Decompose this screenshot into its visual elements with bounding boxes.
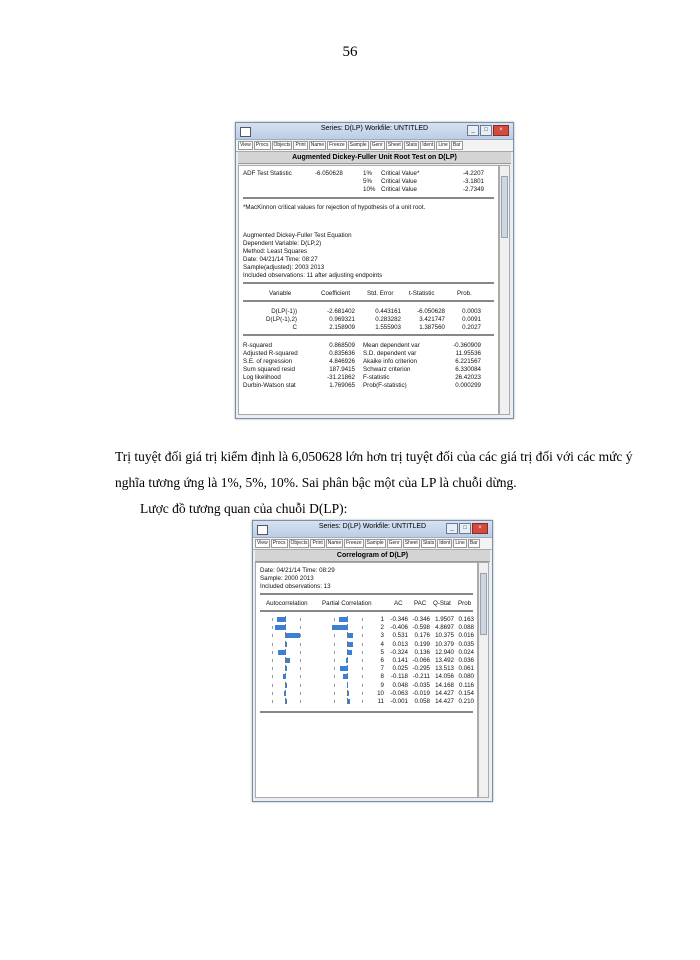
coef-value: 0.969321 [329,316,355,323]
ac-bound-right [300,700,301,703]
pac-bound-right [362,651,363,654]
lag-value: 1 [380,616,384,623]
pac-bound-left [334,643,335,646]
coef-value: 0.443161 [375,308,401,315]
lag-value: 10 [377,689,384,697]
coef-value: 1.555903 [375,324,401,331]
stat-value: 6.330084 [455,366,481,373]
qstat-value: 10.379 [435,640,454,648]
pac-bound-left [334,675,335,678]
maximize-icon[interactable]: □ [480,125,492,136]
correlogram-output [255,562,478,798]
ac-value: 0.013 [392,640,408,648]
title-bar[interactable] [253,521,492,538]
ac-bound-right [300,634,301,637]
pac-bound-right [362,659,363,662]
ac-bound-right [300,659,301,662]
toolbar-button-line[interactable]: Line [438,142,448,148]
ac-value: 0.141 [392,657,408,664]
output-header: Augmented Dickey-Fuller Unit Root Test on D(LP) [238,152,511,164]
toolbar-button-view[interactable]: View [240,142,251,148]
divider [243,334,494,336]
maximize-icon[interactable]: □ [459,523,471,534]
lag-value: 4 [380,640,384,648]
qstat-value: 10.375 [435,632,454,640]
ac-bar [286,666,287,671]
ac-value: 0.531 [392,632,408,640]
corr-info-line: Sample: 2000 2013 [260,575,314,582]
pac-bound-left [334,684,335,687]
qstat-value: 13.513 [435,665,454,673]
ac-bound-left [272,692,273,695]
lag-value: 9 [380,681,384,689]
ac-bar [286,683,287,688]
eq-info-line: Sample(adjusted): 2003 2013 [243,264,325,271]
ac-bound-left [272,626,273,629]
scrollbar-thumb[interactable] [501,176,508,238]
adf-output [238,165,499,415]
ac-bound-left [272,634,273,637]
ac-bar [286,642,287,647]
prob-value: 0.061 [458,665,474,673]
ac-bar [277,617,286,622]
pac-bound-right [362,618,363,621]
vertical-scrollbar[interactable] [499,165,510,415]
crit-level: 5% [363,178,372,185]
prob-value: 0.116 [458,681,474,689]
qstat-value: 13.492 [435,657,454,664]
pac-value: 0.176 [414,632,430,640]
ac-bound-left [272,643,273,646]
ac-bar [286,658,290,663]
toolbar-button-print[interactable]: Print [295,142,306,148]
ac-bound-right [300,675,301,678]
ac-bar [286,633,300,638]
pac-bound-right [362,684,363,687]
lag-value: 6 [380,657,384,664]
ac-value: 0.048 [392,681,408,689]
ac-bar [284,691,286,696]
pac-bound-left [334,634,335,637]
stat-value: 0.000299 [455,382,481,389]
ac-bar [278,650,286,655]
pac-bound-right [362,692,363,695]
pac-bar [348,642,353,647]
pac-value: -0.035 [412,681,430,689]
coef-value: 0.0091 [462,316,481,323]
ac-value: -0.001 [390,698,408,705]
ac-bound-right [300,618,301,621]
divider [260,711,473,713]
toolbar-button-procs[interactable]: Procs [272,540,286,546]
scrollbar-thumb[interactable] [480,573,487,635]
pac-bar [346,658,348,663]
pac-value: -0.066 [412,657,430,664]
crit-value: -4.2207 [463,170,484,177]
ac-bound-right [300,692,301,695]
toolbar-button-genr[interactable]: Genr [388,540,400,546]
stat-value: -0.360909 [453,342,481,349]
ac-value: -0.324 [390,648,408,656]
pac-value: -0.598 [412,624,430,632]
stat-value: 1.769065 [329,382,355,389]
stat-label: R-squared [243,342,272,349]
coef-value: 1.387560 [419,324,445,331]
coef-value: -2.681402 [327,308,355,315]
stat-value: 6.221567 [455,358,481,365]
adf-stat-label: ADF Test Statistic [243,170,292,177]
col-header: AC [394,600,403,607]
eq-info-line: Included observations: 11 after adjusting endpoints [243,272,383,279]
ac-bound-left [272,618,273,621]
toolbar-button-ident[interactable]: Ident [439,540,451,546]
qstat-value: 12.940 [435,648,454,656]
stat-label: Log likelihood [243,374,281,381]
ac-bound-right [300,643,301,646]
ac-bar [275,625,286,630]
output-header: Correlogram of D(LP) [255,550,490,562]
crit-value: -2.7349 [463,186,484,193]
coef-value: -6.050628 [417,308,445,315]
col-header: Q-Stat [433,600,451,607]
pac-bound-left [334,651,335,654]
pac-bound-right [362,667,363,670]
pac-bar [347,683,348,688]
pac-bound-left [334,659,335,662]
pac-bound-right [362,634,363,637]
stat-value: 0.868509 [329,342,355,349]
ac-bound-left [272,700,273,703]
ac-bound-left [272,684,273,687]
prob-value: 0.036 [458,657,474,664]
qstat-value: 14.056 [435,673,454,681]
stat-value: 4.846926 [329,358,355,365]
prob-value: 0.088 [458,624,474,632]
coef-header: Coefficient [321,290,351,297]
pac-bar [348,691,349,696]
pac-bar [348,650,352,655]
toolbar-button-view[interactable]: View [257,540,268,546]
correlogram-window [252,520,493,802]
pac-bound-right [362,675,363,678]
pac-bar [339,617,348,622]
crit-label: Critical Value [381,178,417,185]
stat-label: S.D. dependent var [363,350,417,357]
toolbar-button-bar[interactable]: Bar [469,540,478,546]
ac-bound-right [300,626,301,629]
pac-value: -0.211 [412,673,430,681]
pac-value: 0.058 [414,698,430,705]
pac-bar [348,699,350,704]
stat-label: Prob(F-statistic) [363,382,407,389]
pac-value: -0.295 [412,665,430,673]
corr-info-line: Date: 04/21/14 Time: 08:29 [260,567,335,574]
eq-info-line: Dependent Variable: D(LP,2) [243,240,322,247]
paragraph-conclusion: Trị tuyệt đối giá trị kiểm định là 6,050628 lớn hơn trị tuyệt đối của các giá trị đối với các mức ý nghĩa tương ứng là 1%, 5%, 10%. Sai phân bậc một của LP là chuỗi dừng. [115,449,633,490]
pac-bar [343,674,348,679]
close-icon[interactable]: × [472,523,488,534]
ac-value: -0.118 [390,673,408,681]
toolbar-button-sheet[interactable]: Sheet [404,540,418,546]
ac-bound-right [300,684,301,687]
ac-bar [283,674,286,679]
prob-value: 0.210 [458,698,474,705]
pac-bound-right [362,626,363,629]
ac-value: -0.063 [390,689,408,697]
toolbar-button-sample[interactable]: Sample [349,142,367,148]
pac-bound-right [362,700,363,703]
toolbar-button-procs[interactable]: Procs [255,142,269,148]
toolbar-button-name[interactable]: Name [327,540,342,546]
minimize-icon[interactable]: _ [467,125,479,136]
toolbar-button-print[interactable]: Print [312,540,323,546]
crit-label: Critical Value* [381,170,420,177]
lag-value: 7 [380,665,384,673]
coef-var: D(LP(-1)) [271,308,297,315]
adf-stat-value: -6.050628 [315,170,343,177]
col-header: Partial Correlation [322,600,372,607]
coef-header: Std. Error [367,290,394,297]
crit-label: Critical Value [381,186,417,193]
prob-value: 0.080 [458,673,474,681]
stat-value: -31.21862 [327,374,355,381]
toolbar-button-objects[interactable]: Objects [273,142,291,148]
coef-var: D(LP(-1),2) [266,316,297,323]
stat-label: F-statistic [363,374,390,381]
crit-value: -3.1801 [463,178,484,185]
divider [243,300,494,302]
lag-value: 11 [377,698,384,705]
pac-bound-right [362,643,363,646]
divider [260,610,473,612]
qstat-value: 4.8697 [435,624,454,632]
eq-info-line: Date: 04/21/14 Time: 08:27 [243,256,318,263]
toolbar-button-freeze[interactable]: Freeze [329,142,345,148]
paragraph-correlogram-intro: Lược đồ tương quan của chuỗi D(LP): [140,501,348,516]
corr-info-line: Included observations: 13 [260,583,331,590]
pac-value: 0.136 [414,648,430,656]
window-title: Series: D(LP) Workfile: UNTITLED [318,523,427,530]
eq-info-line: Augmented Dickey-Fuller Test Equation [243,232,352,239]
coef-var: C [292,324,297,331]
pac-bar [340,666,348,671]
pac-bar [332,625,348,630]
toolbar-button-stats[interactable]: Stats [422,540,435,546]
pac-value: -0.346 [412,616,430,623]
vertical-scrollbar[interactable] [478,562,489,798]
pac-bound-left [334,618,335,621]
coef-value: 3.421747 [419,316,445,323]
stat-label: Adjusted R-squared [243,350,298,357]
qstat-value: 14.427 [435,698,454,705]
pac-value: 0.199 [414,640,430,648]
qstat-value: 14.168 [435,681,454,689]
toolbar-button-bar[interactable]: Bar [452,142,461,148]
coef-value: 2.158909 [329,324,355,331]
toolbar-button-ident[interactable]: Ident [422,142,434,148]
qstat-value: 14.427 [435,689,454,697]
minimize-icon[interactable]: _ [446,523,458,534]
stat-label: Schwarz criterion [363,366,411,373]
mackinnon-note: *MacKinnon critical values for rejection of hypothesis of a unit root. [243,204,426,211]
stat-label: Mean dependent var [363,342,420,349]
col-header: Prob [458,600,472,607]
ac-value: -0.406 [390,624,408,632]
window-title: Series: D(LP) Workfile: UNTITLED [320,125,429,132]
col-header: PAC [414,600,427,607]
divider [243,197,494,199]
stat-value: 187.9415 [329,366,355,373]
ac-bound-left [272,675,273,678]
coef-header: Prob. [457,290,472,297]
coef-value: 0.2027 [462,324,481,331]
adf-window [235,122,514,419]
prob-value: 0.163 [458,616,474,623]
stat-label: Sum squared resid [243,366,295,373]
pac-bound-left [334,667,335,670]
ac-bound-right [300,651,301,654]
qstat-value: 1.9507 [435,616,454,623]
col-header: Autocorrelation [266,600,308,607]
ac-bound-left [272,667,273,670]
stat-value: 0.835636 [329,350,355,357]
divider [243,282,494,284]
stat-value: 26.42023 [455,374,481,381]
ac-bound-right [300,667,301,670]
ac-bar [286,699,287,704]
crit-level: 1% [363,170,372,177]
ac-bound-left [272,659,273,662]
stat-value: 11.95536 [455,350,481,357]
coef-header: Variable [269,290,292,297]
pac-bound-left [334,692,335,695]
toolbar-button-genr[interactable]: Genr [371,142,383,148]
pac-bound-left [334,700,335,703]
close-icon[interactable]: × [493,125,509,136]
toolbar [236,140,513,152]
pac-value: -0.019 [412,689,430,697]
eq-info-line: Method: Least Squares [243,248,307,255]
toolbar [253,538,492,550]
stat-label: Durbin-Watson stat [243,382,296,389]
toolbar-button-freeze[interactable]: Freeze [346,540,362,546]
prob-value: 0.035 [458,640,474,648]
toolbar-button-objects[interactable]: Objects [290,540,308,546]
toolbar-button-name[interactable]: Name [310,142,325,148]
prob-value: 0.154 [458,689,474,697]
lag-value: 2 [380,624,384,632]
ac-value: -0.346 [390,616,408,623]
stat-label: Akaike info criterion [363,358,417,365]
title-bar[interactable] [236,123,513,140]
coef-value: 0.283282 [375,316,401,323]
page-number: 56 [342,44,358,60]
toolbar-button-stats[interactable]: Stats [405,142,418,148]
toolbar-button-sheet[interactable]: Sheet [387,142,401,148]
coef-value: 0.0003 [462,308,481,315]
ac-value: 0.025 [392,665,408,673]
crit-level: 10% [363,186,376,193]
prob-value: 0.016 [458,632,474,640]
stat-label: S.E. of regression [243,358,293,365]
lag-value: 3 [380,632,384,640]
ac-bound-left [272,651,273,654]
prob-value: 0.024 [458,648,474,656]
lag-value: 8 [380,673,384,681]
coef-header: t-Statistic [409,290,435,297]
toolbar-button-sample[interactable]: Sample [366,540,384,546]
lag-value: 5 [380,648,384,656]
pac-bar [348,633,353,638]
toolbar-button-line[interactable]: Line [455,540,465,546]
divider [260,593,473,595]
